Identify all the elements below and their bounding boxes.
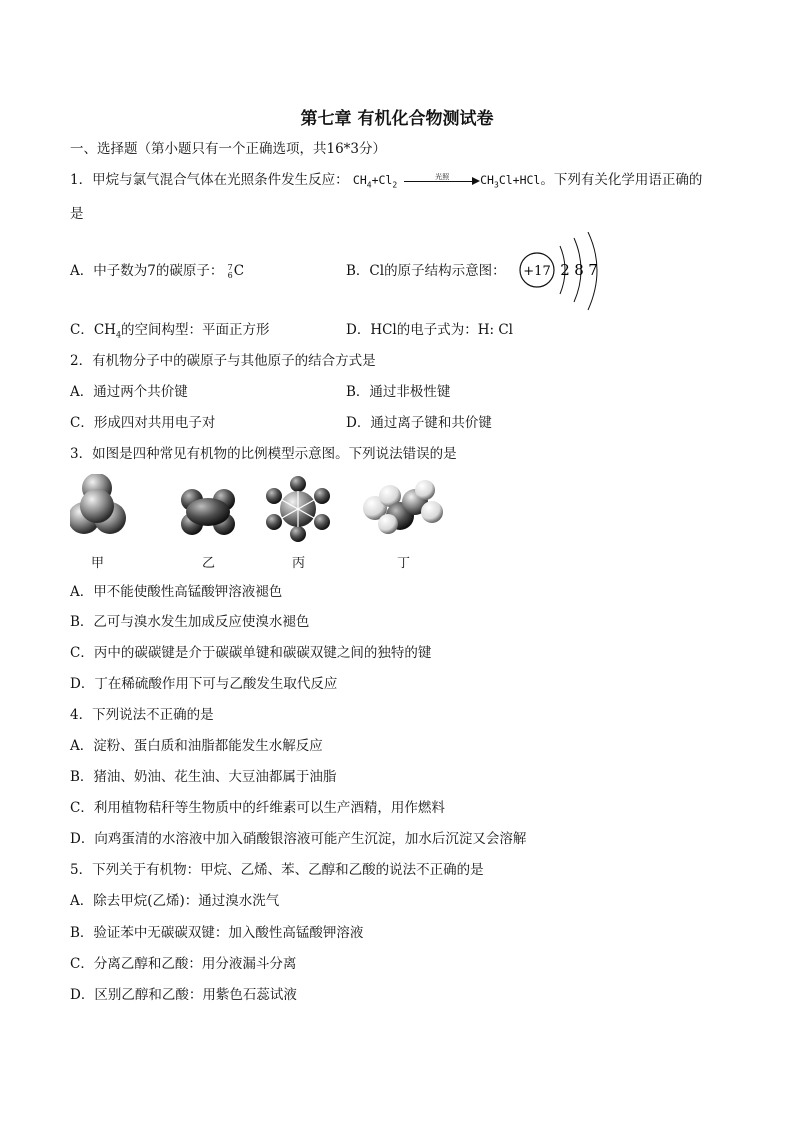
q5-stem: 5．下列关于有机物：甲烷、乙烯、苯、乙醇和乙酸的说法不正确的是 [70, 862, 484, 878]
q2-option-c: C．形成四对共用电子对 [70, 415, 216, 431]
eq-product-1: CH [480, 173, 494, 187]
eq-reactant-1: CH [352, 173, 367, 187]
eq-sub: 2 [392, 180, 398, 190]
q1-equation [352, 172, 541, 190]
q1-option-d: D．HCl的电子式为：H: Cl [346, 322, 514, 338]
q1-stem-cont: 是 [70, 206, 84, 222]
option-text: A．中子数为7的碳原子： [70, 263, 224, 279]
atom-structure-diagram [512, 232, 608, 314]
q1-option-c [70, 321, 270, 345]
q4-option-d: D．向鸡蛋清的水溶液中加入硝酸银溶液可能产生沉淀，加水后沉淀又会溶解 [70, 831, 527, 847]
option-text: 的空间构型：平面正方形 [121, 322, 270, 338]
q1-option-a [70, 262, 244, 280]
q1-stem-text: 1．甲烷与氯气混合气体在光照条件发生反应： [70, 172, 349, 188]
shell-electrons: 7 [588, 261, 598, 279]
mass-number: 7 [227, 262, 233, 272]
molecule-models-figure [70, 474, 450, 544]
nuclide-notation [228, 264, 233, 280]
q4-option-c: C．利用植物秸秆等生物质中的纤维素可以生产酒精，用作燃料 [70, 800, 445, 816]
atomic-number: 6 [227, 270, 233, 280]
eq-sub: 3 [493, 180, 499, 190]
q5-option-b: B．验证苯中无碳碳双键：加入酸性高锰酸钾溶液 [70, 925, 364, 941]
q1-stem-text-2: 。下列有关化学用语正确的 [540, 172, 703, 188]
eq-sub: 4 [366, 180, 372, 190]
q1-stem [70, 171, 702, 194]
methane-model-icon [70, 474, 126, 534]
element-symbol: C [233, 263, 245, 279]
molecule-label: 丙 [292, 556, 306, 571]
nucleus-charge: +17 [523, 264, 551, 279]
option-sub: 4 [115, 330, 122, 340]
q5-option-a: A．除去甲烷(乙烯)：通过溴水洗气 [70, 893, 280, 909]
q4-option-a: A．淀粉、蛋白质和油脂都能发生水解反应 [70, 738, 323, 754]
q2-option-b: B．通过非极性键 [346, 384, 451, 400]
molecule-label: 丁 [397, 556, 411, 571]
q3-stem: 3．如图是四种常见有机物的比例模型示意图。下列说法错误的是 [70, 446, 457, 462]
reaction-arrow-icon [404, 174, 480, 188]
q3-option-c: C．丙中的碳碳键是介于碳碳单键和碳碳双键之间的独特的键 [70, 645, 432, 661]
shell-electrons: 2 [560, 261, 570, 279]
q5-option-c: C．分离乙醇和乙酸：用分液漏斗分离 [70, 956, 297, 972]
page-title: 第七章 有机化合物测试卷 [300, 109, 494, 129]
molecule-label: 甲 [91, 556, 105, 571]
q2-option-d: D．通过离子键和共价键 [346, 415, 492, 431]
q1-option-b: B．Cl的原子结构示意图： [346, 263, 506, 279]
eq-product-2: Cl+HCl [498, 173, 541, 187]
ethylene-model-icon [181, 489, 235, 535]
q4-option-b: B．猪油、奶油、花生油、大豆油都属于油脂 [70, 769, 337, 785]
benzene-model-icon [266, 476, 330, 542]
eq-condition: 光照 [435, 172, 450, 181]
q5-option-d: D．区别乙醇和乙酸：用紫色石蕊试液 [70, 987, 297, 1003]
q3-option-d: D．丁在稀硫酸作用下可与乙酸发生取代反应 [70, 676, 338, 692]
q4-stem: 4．下列说法不正确的是 [70, 707, 214, 723]
eq-reactant-2: +Cl [371, 173, 393, 187]
q3-option-b: B．乙可与溴水发生加成反应使溴水褪色 [70, 614, 310, 630]
q3-option-a: A．甲不能使酸性高锰酸钾溶液褪色 [70, 584, 283, 600]
section-heading: 一、选择题（第小题只有一个正确选项，共16*3分） [70, 141, 387, 157]
q2-stem: 2．有机物分子中的碳原子与其他原子的结合方式是 [70, 353, 376, 369]
ethanol-model-icon [363, 480, 443, 534]
shell-electrons: 8 [574, 261, 584, 279]
molecule-label: 乙 [202, 556, 216, 571]
option-text: C．CH [70, 322, 116, 338]
q2-option-a: A．通过两个共价键 [70, 384, 188, 400]
